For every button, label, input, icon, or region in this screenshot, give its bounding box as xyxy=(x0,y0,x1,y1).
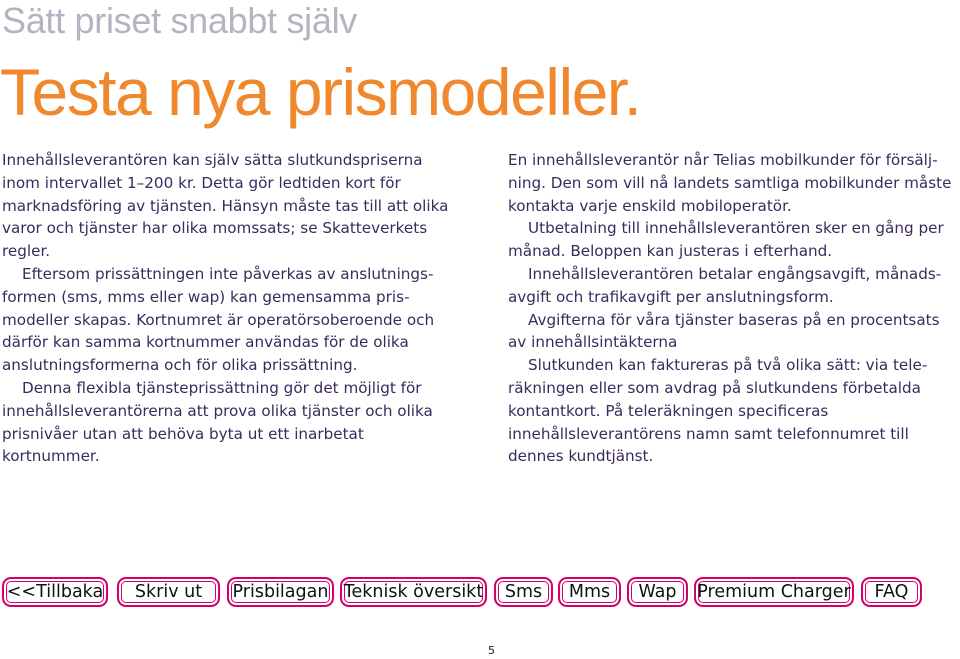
right-paragraph-5: Slutkunden kan faktureras på två olika sätt: via teleräkningen eller som avdrag på slutkundens förbetalda kontantkort. På teleräkningen specificeras innehållsleverantörens namn samt telefonnumret till dennes kundtjänst. xyxy=(508,356,928,466)
mms-button[interactable]: Mms xyxy=(558,577,621,607)
premium-charger-button[interactable]: Premium Charger xyxy=(694,577,854,607)
back-button[interactable]: <<Tillbaka xyxy=(2,577,108,607)
right-column xyxy=(508,149,960,468)
page-heading: Testa nya prismodeller. xyxy=(0,55,641,129)
left-paragraph-1: Innehållsleverantören kan själv sätta slutkundspriserna inom intervallet 1–200 kr. Detta gör ledtiden kort för marknadsföring av tjänsten. Hänsyn måste tas till att olika varor och tjänster har olika momssats; se Skatteverkets regler. xyxy=(2,151,449,261)
page-number: 5 xyxy=(488,644,495,657)
print-button[interactable]: Skriv ut xyxy=(117,577,220,607)
sms-button[interactable]: Sms xyxy=(494,577,553,607)
right-paragraph-1: En innehållsleverantör når Telias mobilkunder för försäljning. Den som vill nå landets samtliga mobilkunder måste kontakta varje enskild mobiloperatör. xyxy=(508,151,952,215)
left-paragraph-3: Denna flexibla tjänsteprissättning gör det möjligt för innehållsleverantörerna att prova olika tjänster och olika prisnivåer utan att behöva byta ut ett inarbetat kortnummer. xyxy=(2,378,433,466)
left-paragraph-2: Eftersom prissättningen inte påverkas av anslutningsformen (sms, mms eller wap) kan gemensamma prismodeller skapas. Kortnumret är operatörsoberoende och därför kan samma kortnummer användas för de olika anslutningsformerna och för olika prissättning. xyxy=(2,264,435,375)
section-title: Sätt priset snabbt själv xyxy=(2,0,357,41)
right-paragraph-3: Innehållsleverantören betalar engångsavgift, månadsavgift och trafikavgift per anslutningsform. xyxy=(508,264,942,306)
right-paragraph-4: Avgifterna för våra tjänster baseras på en procentsats av innehållsintäkterna xyxy=(508,310,940,352)
technical-overview-button[interactable]: Teknisk översikt xyxy=(340,577,487,607)
faq-button[interactable]: FAQ xyxy=(861,577,922,607)
right-paragraph-2: Utbetalning till innehållsleverantören sker en gång per månad. Beloppen kan justeras i efterhand. xyxy=(508,219,944,261)
wap-button[interactable]: Wap xyxy=(627,577,688,607)
left-column xyxy=(2,149,462,468)
pricing-appendix-button[interactable]: Prisbilagan xyxy=(227,577,334,607)
